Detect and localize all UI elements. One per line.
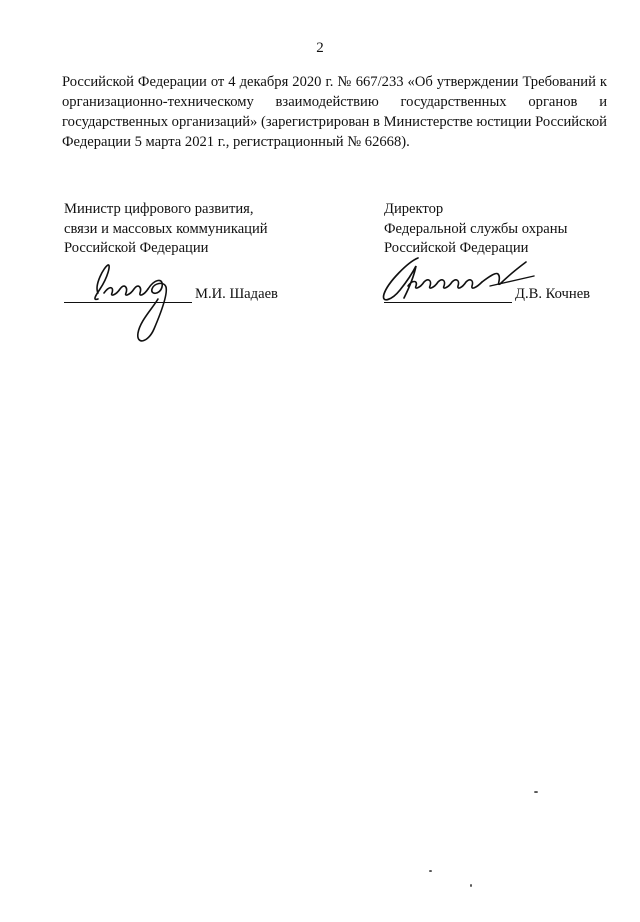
signatory-right-title-line-2: Федеральной службы охраны (384, 220, 568, 237)
scan-speck (534, 791, 538, 793)
signatory-left-name: М.И. Шадаев (195, 286, 278, 302)
signature-line-right (384, 286, 512, 303)
signatory-left-title-line-3: Российской Федерации (64, 240, 209, 256)
signatory-right-title-line-1: Директор (384, 201, 444, 217)
page-number: 2 (316, 40, 324, 56)
signatory-left-signature-row (64, 286, 278, 303)
signatory-left-title (64, 200, 324, 259)
signatory-right-title-line-3: Российской Федерации (384, 240, 529, 256)
signatory-left-title-line-1: Министр цифрового развития, (64, 201, 254, 217)
signatory-left-title-line-2: связи и массовых коммуникаций (64, 220, 268, 237)
signatory-right-name: Д.В. Кочнев (515, 286, 591, 302)
signature-line-left (64, 286, 192, 303)
signatory-right-title (384, 200, 624, 259)
signatory-right-signature-row (384, 286, 590, 303)
scan-speck (429, 870, 432, 872)
body-paragraph: Российской Федерации от 4 декабря 2020 г. № 667/233 «Об утверждении Требований к организационно-техническому взаимодействию государственных органов и государственных организаций» (зарегистрирован в Министерстве юстиции Российской Федерации 5 марта 2021 г., регистрационный № 62668). (62, 74, 607, 150)
scan-speck (470, 884, 472, 887)
